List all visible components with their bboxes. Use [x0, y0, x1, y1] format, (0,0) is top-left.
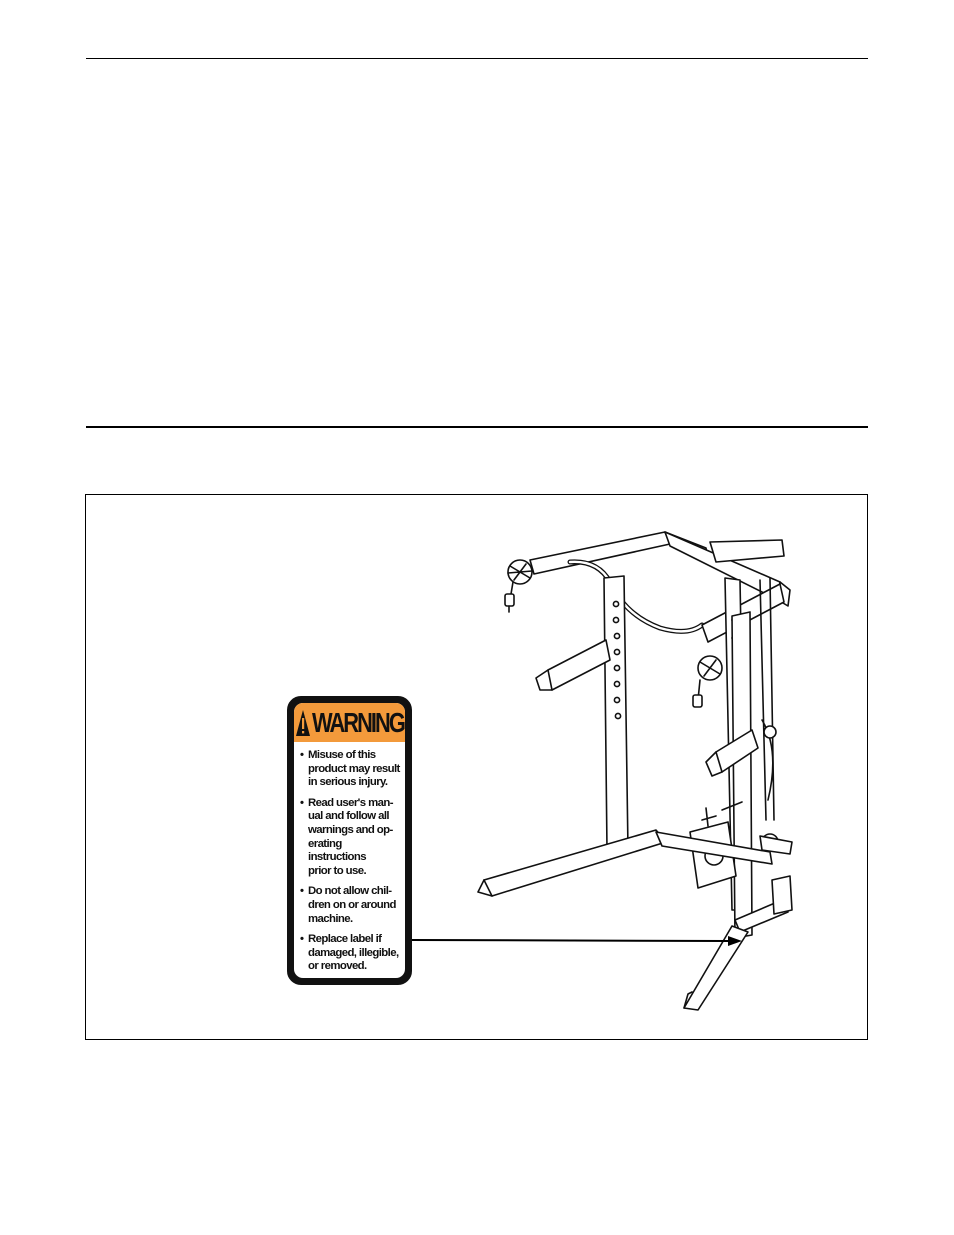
warning-label-panel — [294, 703, 405, 978]
bullet: • — [300, 933, 304, 946]
warning-item — [300, 933, 402, 974]
warning-item — [300, 885, 402, 926]
callout-arrow — [412, 930, 742, 950]
warning-label — [287, 696, 412, 985]
warning-item-text: Do not allow chil- dren on or around machine. — [308, 885, 396, 925]
warning-item — [300, 797, 402, 879]
bullet: • — [300, 749, 304, 761]
warning-item — [300, 749, 402, 790]
warning-title: WARNING — [312, 706, 404, 738]
warning-item-text: Misuse of this product may result in serious injury. — [308, 749, 400, 789]
top-rule — [86, 58, 868, 59]
warning-body — [294, 745, 405, 978]
section-rule — [86, 426, 868, 428]
warning-header — [294, 703, 405, 742]
exclamation-triangle-icon — [295, 709, 311, 737]
warning-item-text: Replace label if damaged, illegible, or removed. — [308, 933, 399, 973]
bullet: • — [300, 796, 304, 809]
warning-item-text: Read user's man- ual and follow all warnings and op- erating instructions prior to use. — [308, 796, 393, 877]
bullet: • — [300, 885, 304, 898]
